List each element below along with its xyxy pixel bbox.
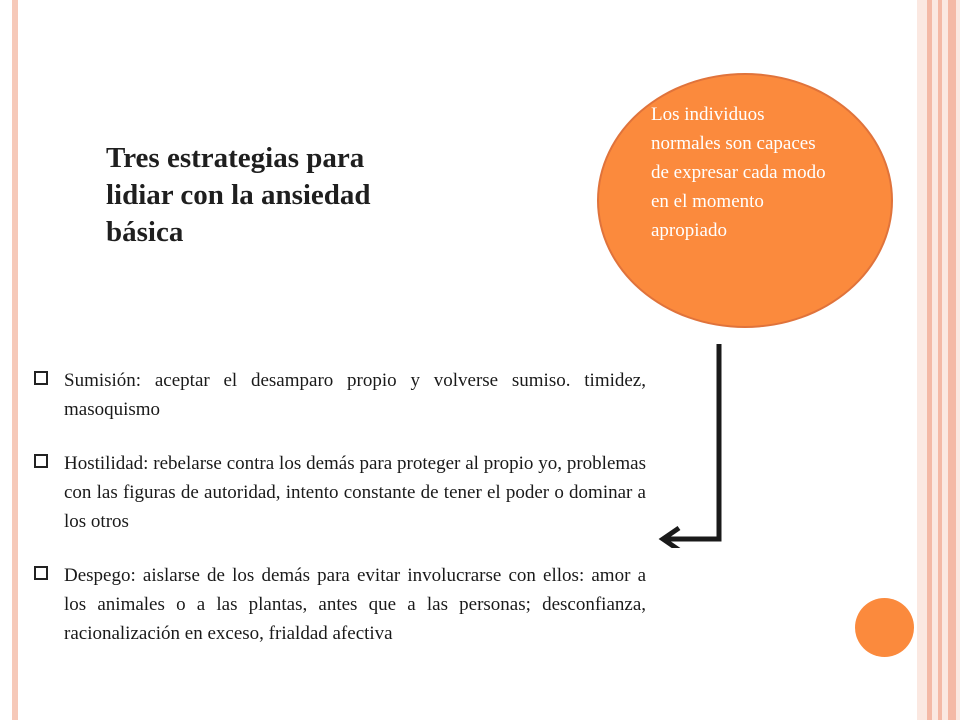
left-frame-border [12,0,18,720]
checkbox-bullet-icon [34,371,48,385]
circle-note-text: Los individuos normales son capaces de expresar cada modo en el momento apropiado [651,104,826,241]
right-frame-stripe [948,0,956,720]
bullet-text: Sumisión: aceptar el desamparo propio y volverse sumiso. timidez, masoquismo [64,370,646,420]
checkbox-bullet-icon [34,454,48,468]
bullet-item-despego [34,561,646,648]
bullet-item-sumision [34,366,646,424]
bullet-item-hostilidad [34,449,646,536]
right-frame-stripe [938,0,942,720]
checkbox-bullet-icon [34,566,48,580]
decorative-orange-dot [855,598,914,657]
elbow-arrow-connector [655,342,727,548]
bullet-text: Hostilidad: rebelarse contra los demás para proteger al propio yo, problemas con las figuras de autoridad, intento constante de tener el poder o dominar a los otros [64,453,646,532]
right-frame-stripe [927,0,932,720]
bullet-list [34,366,646,673]
bullet-text: Despego: aislarse de los demás para evitar involucrarse con ellos: amor a los animales o a las plantas, antes que a las personas; desconfianza, racionalización en exceso, frialdad afectiva [64,565,646,644]
slide-title: Tres estrategias para lidiar con la ansiedad básica [106,142,371,248]
right-frame-decoration [917,0,960,720]
